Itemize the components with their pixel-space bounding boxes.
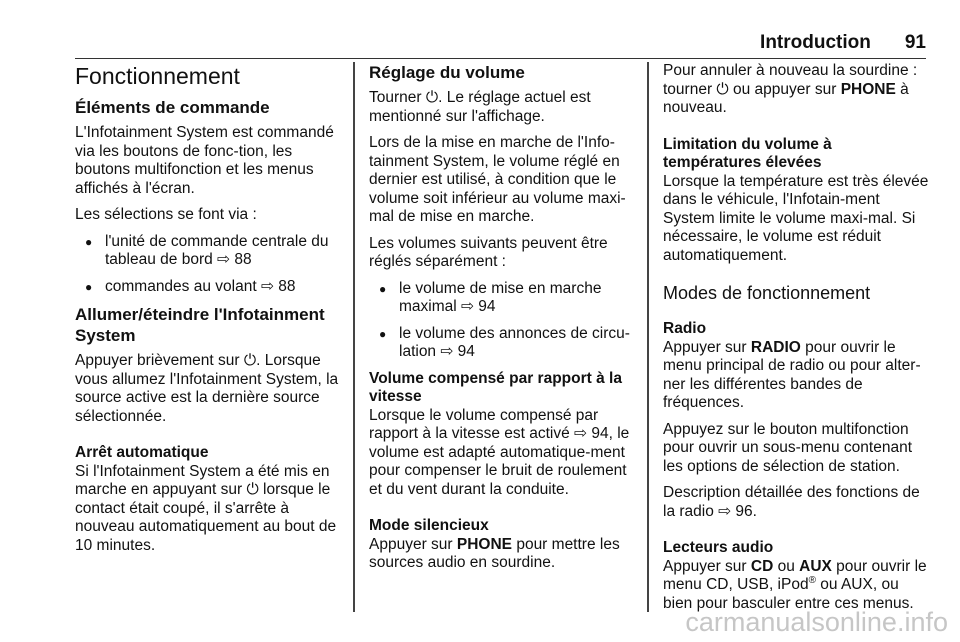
heading-arret: Arrêt automatique <box>75 444 209 461</box>
column-1 <box>75 62 351 563</box>
paragraph: Lorsque la température est très élevée dans le véhicule, l'Infotain-ment System limite le volume maxi-mal. Si nécessaire, le volume est réduit automatiquement. <box>663 172 929 264</box>
heading-compense: Volume compensé par rapport à la vitesse <box>369 369 622 405</box>
paragraph: L'Infotainment System est commandé via les boutons de fonc-tion, les boutons multifonction et les menus affichés à l'écran. <box>75 124 334 197</box>
paragraph: Les sélections se font via : <box>75 206 257 223</box>
paragraph: Appuyer sur RADIO pour ouvrir le menu principal de radio ou pour alter-ner les différentes bandes de fréquences. <box>663 338 921 411</box>
list-item: ● l'unité de commande centrale du tableau de bord ⇨ 88 <box>75 233 351 270</box>
column-divider <box>647 62 649 612</box>
heading-elements: Éléments de commande <box>75 98 270 117</box>
list-item: ● commandes au volant ⇨ 88 <box>75 278 351 297</box>
paragraph: Pour annuler à nouveau la sourdine : tourner ⏻ ou appuyer sur PHONE à nouveau. <box>663 62 918 116</box>
section-title: Introduction <box>760 32 871 53</box>
heading-radio: Radio <box>663 320 707 337</box>
paragraph: Lorsque le volume compensé par rapport à la vitesse est activé ⇨ 94, le volume est adapté automatique-ment pour compenser le bruit de roulement et du vent durant la conduite. <box>369 406 630 498</box>
paragraph: Appuyer brièvement sur ⏻. Lorsque vous allumez l'Infotainment System, la source active est la dernière source sélectionnée. <box>75 352 339 425</box>
page-number: 91 <box>904 32 926 53</box>
paragraph: Appuyer sur CD ou AUX pour ouvrir le menu CD, USB, iPod® ou AUX, ou bien pour basculer entre ces menus. <box>663 557 927 612</box>
heading-silencieux: Mode silencieux <box>369 517 489 534</box>
key-label: AUX <box>799 557 832 575</box>
watermark: carmanualsonline.info <box>685 607 948 637</box>
paragraph: Appuyez sur le bouton multifonction pour ouvrir un sous-menu contenant les options de sélection de station. <box>663 420 913 475</box>
heading-allumer: Allumer/éteindre l'Infotainment System <box>75 305 325 345</box>
column-divider <box>353 62 355 612</box>
list-item: ● le volume de mise en marche maximal ⇨ 94 <box>369 280 635 317</box>
key-label: RADIO <box>750 338 801 356</box>
key-label: PHONE <box>840 80 896 98</box>
page-header <box>75 30 926 59</box>
bullet-list <box>75 233 351 297</box>
column-2 <box>369 62 635 581</box>
paragraph: Les volumes suivants peuvent être réglés séparément : <box>369 234 608 270</box>
chapter-title: Fonctionnement <box>75 63 240 89</box>
column-3 <box>663 62 929 621</box>
key-label: CD <box>750 557 774 575</box>
list-item: ● le volume des annonces de circu-lation ⇨ 94 <box>369 325 635 362</box>
heading-limitation: Limitation du volume à températures élevées <box>663 135 832 171</box>
key-label: PHONE <box>456 535 513 553</box>
heading-volume: Réglage du volume <box>369 63 525 82</box>
paragraph: Lors de la mise en marche de l'Info-tainment System, le volume réglé en dernier est utilisé, à condition que le volume soit inférieur au volume maxi-mal de mise en marche. <box>369 134 626 225</box>
paragraph: Appuyer sur PHONE pour mettre les sources audio en sourdine. <box>369 535 620 571</box>
paragraph: Description détaillée des fonctions de la radio ⇨ 96. <box>663 484 920 520</box>
paragraph: Si l'Infotainment System a été mis en marche en appuyant sur ⏻ lorsque le contact était coupé, il s'arrête à nouveau automatiquement au bout de 10 minutes. <box>75 462 337 554</box>
heading-modes: Modes de fonctionnement <box>663 283 871 303</box>
heading-lecteurs: Lecteurs audio <box>663 539 774 556</box>
paragraph: Tourner ⏻. Le réglage actuel est mentionné sur l'affichage. <box>369 89 591 125</box>
bullet-list <box>369 280 635 362</box>
